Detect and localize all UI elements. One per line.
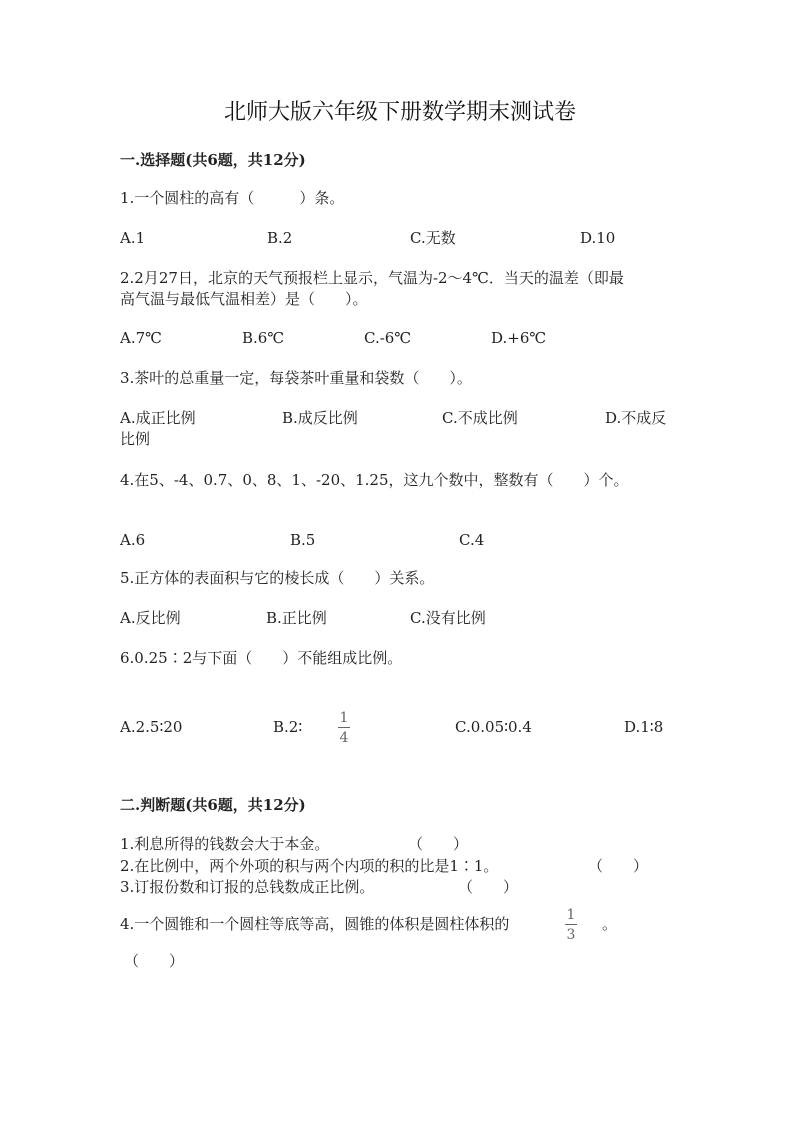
- q3-option-d-wrap: 比例: [120, 430, 151, 448]
- question-3-text: 3.茶叶的总重量一定，每袋茶叶重量和袋数（ ）。: [120, 369, 472, 387]
- q2-option-a: A.7℃: [120, 329, 162, 347]
- section-heading-choice: 一.选择题(共6题，共12分): [120, 151, 306, 169]
- fraction-denominator: 4: [339, 730, 349, 746]
- q6-option-a: A.2.5∶20: [120, 718, 183, 736]
- q1-option-d: D.10: [580, 229, 616, 247]
- q3-option-b: B.成反比例: [282, 409, 358, 427]
- fraction-numerator: 1: [339, 710, 349, 726]
- q6-option-c: C.0.05∶0.4: [455, 718, 532, 736]
- judgement-1-paren: （ ）: [408, 835, 469, 853]
- q3-option-c: C.不成比例: [442, 409, 518, 427]
- question-2-line-2: 高气温与最低气温相差）是（ ）。: [120, 290, 368, 308]
- q5-option-a: A.反比例: [120, 609, 181, 627]
- judgement-4-tail: 。: [602, 915, 618, 933]
- section-heading-judgement: 二.判断题(共6题，共12分): [120, 796, 306, 814]
- q4-option-b: B.5: [290, 531, 316, 549]
- q6-option-b-fraction: [336, 710, 352, 746]
- q2-option-c: C.-6℃: [364, 329, 412, 347]
- fraction-denominator: 3: [566, 927, 576, 943]
- q6-option-b: B.2∶: [273, 718, 303, 736]
- q4-option-a: A.6: [120, 531, 146, 549]
- q3-option-a: A.成正比例: [120, 409, 196, 427]
- q1-option-c: C.无数: [410, 229, 456, 247]
- q1-option-a: A.1: [120, 229, 146, 247]
- page-title: 北师大版六年级下册数学期末测试卷: [223, 100, 576, 125]
- q5-option-c: C.没有比例: [410, 609, 486, 627]
- judgement-3-paren: （ ）: [458, 878, 519, 896]
- judgement-4-fraction: [563, 907, 579, 943]
- question-2-line-1: 2.2月27日，北京的天气预报栏上显示，气温为-2～4℃．当天的温差（即最: [120, 269, 624, 287]
- q6-option-d: D.1∶8: [624, 718, 664, 736]
- fraction-bar: [565, 924, 577, 925]
- judgement-4-paren: （ ）: [124, 952, 185, 970]
- question-5-text: 5.正方体的表面积与它的棱长成（ ）关系。: [120, 569, 435, 587]
- q3-option-d: D.不成反: [605, 409, 667, 427]
- question-1-text: 1.一个圆柱的高有（ ）条。: [120, 189, 345, 207]
- question-6-text: 6.0.25∶2与下面（ ）不能组成比例。: [120, 649, 403, 667]
- question-4-text: 4.在5、-4、0.7、0、8、1、-20、1.25，这九个数中，整数有（ ）个。: [120, 471, 629, 489]
- fraction-numerator: 1: [566, 907, 576, 923]
- q2-option-d: D.+6℃: [491, 329, 547, 347]
- q2-option-b: B.6℃: [242, 329, 285, 347]
- fraction-bar: [338, 727, 350, 728]
- q1-option-b: B.2: [267, 229, 293, 247]
- judgement-1-text: 1.利息所得的钱数会大于本金。: [120, 835, 330, 853]
- judgement-2-text: 2.在比例中，两个外项的积与两个内项的积的比是1∶1。: [120, 857, 499, 875]
- judgement-4-text: 4.一个圆锥和一个圆柱等底等高，圆锥的体积是圆柱体积的: [120, 915, 510, 933]
- judgement-3-text: 3.订报份数和订报的总钱数成正比例。: [120, 878, 375, 896]
- judgement-2-paren: （ ）: [588, 857, 649, 875]
- q5-option-b: B.正比例: [266, 609, 327, 627]
- q4-option-c: C.4: [459, 531, 485, 549]
